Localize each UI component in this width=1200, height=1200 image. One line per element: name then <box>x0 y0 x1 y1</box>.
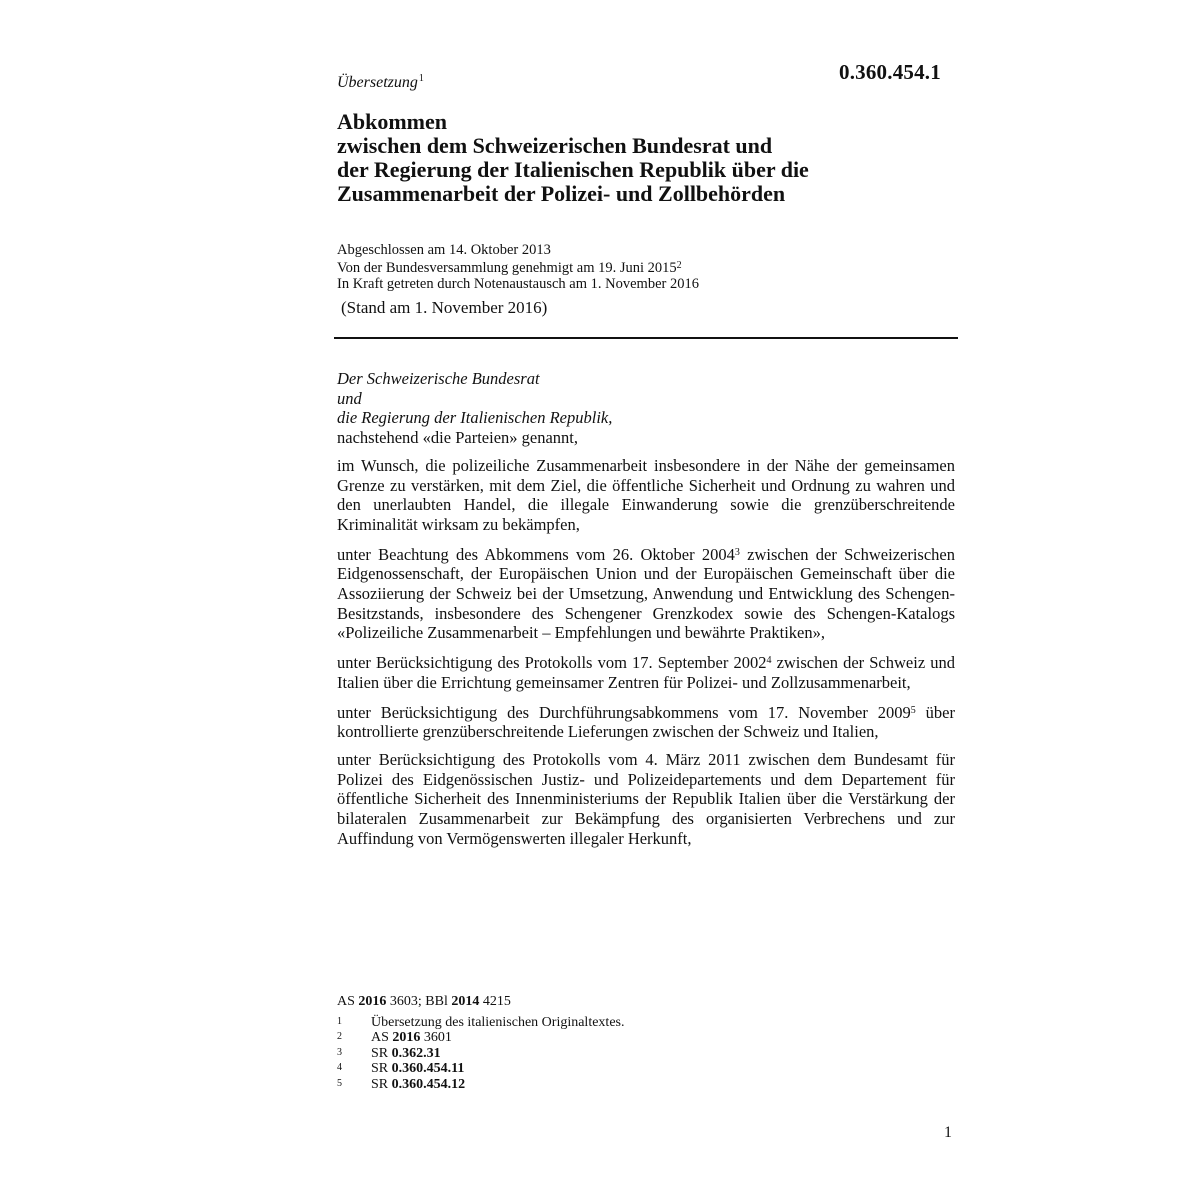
sr-number: 0.360.454.1 <box>839 60 941 84</box>
source-reference <box>337 994 624 1010</box>
footnote-number: 4 <box>337 1062 342 1073</box>
page-number: 1 <box>944 1124 952 1141</box>
footnote-text <box>371 1015 624 1031</box>
footnote-bold: 0.362.31 <box>391 1045 441 1061</box>
footnote-item <box>337 1046 624 1062</box>
footnote-prefix: AS <box>371 1030 393 1045</box>
paragraph-text: zwischen der Schweizerischen Eidgenossenschaft, der Europäischen Union und der Europäischen Gemeinschaft über die Assoziierung der Schweiz bei der Umsetzung, Anwendung und Entwicklung des Schengen-Besitzstands, insbesondere des Schengener Grenzkodex sowie des Schengen-Katalogs «Polizeiliche Zusammenarbeit – Empfehlungen und bewährte Praktiken», <box>337 544 956 643</box>
footnote-ref-2[interactable]: 2 <box>676 260 682 271</box>
conjunction: und <box>337 388 362 408</box>
parties-designation: nachstehend «die Parteien» genannt, <box>337 428 578 448</box>
footnote-item <box>337 1015 624 1031</box>
party-2: die Regierung der Italienischen Republik, <box>337 408 613 428</box>
paragraph-text: unter Berücksichtigung des Protokolls vom 17. September 2002 <box>337 653 767 673</box>
preamble-paragraph: unter Berücksichtigung des Protokolls vom 4. März 2011 zwischen dem Bundesamt für Polizei des Eidgenössischen Justiz- und Polizeidepartements und dem Departement für öffentliche Sicherheit des Innenministeriums der Republik Italien über die Verstärkung der bilateralen Zusammenarbeit zur Bekämpfung des organisierten Verbrechens und zur Auffindung von Vermögenswerten illegaler Herkunft, <box>337 749 955 848</box>
footnote-number: 5 <box>337 1077 342 1089</box>
footnote-suffix: 3601 <box>420 1030 452 1045</box>
title-line: zwischen dem Schweizerischen Bundesrat und <box>337 133 773 158</box>
footnote-ref-1[interactable]: 1 <box>418 73 424 84</box>
approved-date-line <box>337 258 699 276</box>
title-line: Zusammenarbeit der Polizei- und Zollbehörden <box>337 181 786 206</box>
footnote-prefix: SR <box>371 1045 392 1061</box>
in-force-date: In Kraft getreten durch Notenaustausch am 1. November 2016 <box>337 276 699 292</box>
stand-date: (Stand am 1. November 2016) <box>341 298 548 317</box>
source-year: 2014 <box>451 994 480 1009</box>
footnote-ref-5[interactable]: 5 <box>910 704 916 716</box>
footnote-text <box>371 1046 441 1062</box>
approved-date: Von der Bundesversammlung genehmigt am 19. Juni 2015 <box>337 260 677 276</box>
preamble-paragraph: im Wunsch, die polizeiliche Zusammenarbeit insbesondere in der Nähe der gemeinsamen Grenze zu verstärken, mit dem Ziel, die öffentliche Sicherheit und Ordnung zu wahren und den unerlaubten Handel, die illegale Einwanderung sowie die grenzüberschreitende Kriminalität wirksam zu bekämpfen, <box>337 455 955 534</box>
footnote-prefix: SR <box>371 1061 392 1076</box>
paragraph-text: unter Beachtung des Abkommens vom 26. Oktober 2004 <box>337 544 735 564</box>
footnote-text <box>371 1077 465 1093</box>
footnote-prefix: SR <box>371 1076 392 1092</box>
source-year: 2016 <box>358 994 387 1009</box>
paragraph-text: unter Berücksichtigung des Durchführungsabkommens vom 17. November 2009 <box>337 702 911 722</box>
footnotes <box>337 994 624 1092</box>
dates-block <box>337 242 699 292</box>
party-1: Der Schweizerische Bundesrat <box>337 369 540 388</box>
concluded-date: Abgeschlossen am 14. Oktober 2013 <box>337 242 551 258</box>
footnote-item <box>337 1030 624 1046</box>
source-text: 4215 <box>479 994 511 1009</box>
footnote-item <box>337 1077 624 1093</box>
source-text: 3603; BBl <box>386 994 452 1009</box>
document-title <box>337 110 957 206</box>
translation-label <box>337 73 424 92</box>
preamble <box>337 369 955 848</box>
footnote-text <box>371 1030 452 1046</box>
footnote-ref-4[interactable]: 4 <box>766 655 772 667</box>
footnote-bold: 0.360.454.11 <box>391 1061 465 1076</box>
source-text: AS <box>337 994 359 1009</box>
footnote-text <box>371 1061 464 1077</box>
footnote-ref-3[interactable]: 3 <box>734 546 740 558</box>
footnote-number: 2 <box>337 1031 342 1042</box>
preamble-paragraph <box>337 543 955 644</box>
footnote-bold: 0.360.454.12 <box>391 1076 466 1092</box>
paragraph-text: zwischen der Schweiz und Italien über die Errichtung gemeinsamer Zentren für Polizei- und Zollzusammenarbeit, <box>337 653 956 692</box>
translation-label-text: Übersetzung <box>337 74 418 91</box>
preamble-paragraph <box>337 701 955 742</box>
preamble-paragraph <box>337 651 955 692</box>
footnote-number: 3 <box>337 1046 342 1058</box>
paragraph-text: über kontrollierte grenzüberschreitende Lieferungen zwischen der Schweiz und Italien, <box>337 702 955 742</box>
header-divider <box>334 337 958 339</box>
footnote-item <box>337 1061 624 1077</box>
title-line: der Regierung der Italienischen Republik über die <box>337 157 809 182</box>
footnote-prefix: Übersetzung des italienischen Originaltextes. <box>371 1014 625 1030</box>
footnote-number: 1 <box>337 1015 342 1027</box>
title-line: Abkommen <box>337 109 448 134</box>
footnote-bold: 2016 <box>392 1030 421 1045</box>
